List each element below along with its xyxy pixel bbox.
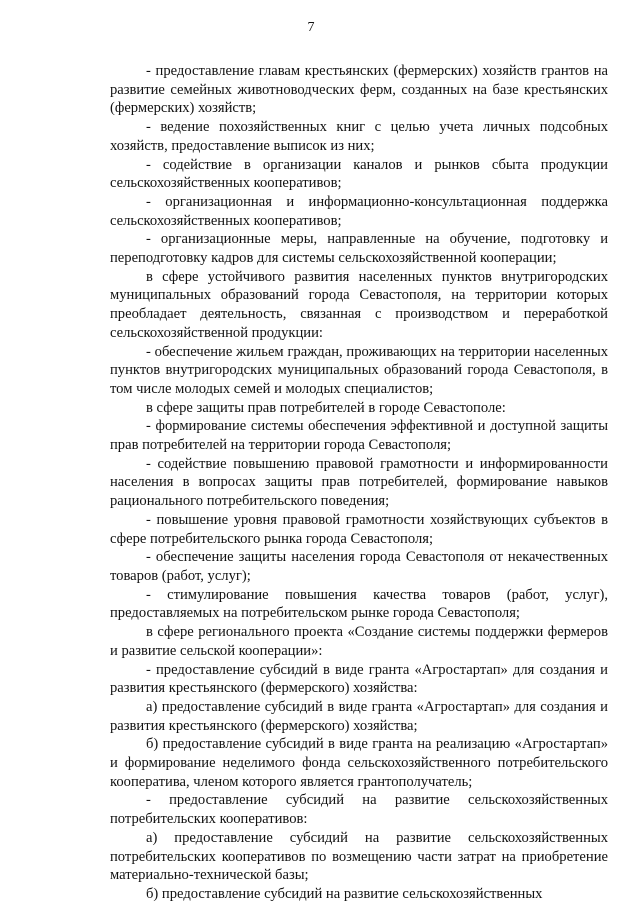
- page-number: 7: [307, 20, 315, 35]
- paragraph: - ведение похозяйственных книг с целью учета личных подсобных хозяйств, предоставление выписок из них;: [110, 119, 608, 154]
- subitem-paragraph: а) предоставление субсидий на развитие сельскохозяйственных потребительских кооперативов по возмещению части затрат на приобретение материально-технической базы;: [110, 829, 608, 884]
- paragraph: - обеспечение жильем граждан, проживающих на территории населенных пунктов внутригородских муниципальных образований города Севастополя, в том числе молодых семей и молодых специалистов;: [110, 343, 608, 397]
- subitem-paragraph: б) предоставление субсидий в виде гранта на реализацию «Агростартап» и формирование неделимого фонда сельскохозяйственного потребительского кооператива, членом которого является грантополучатель;: [110, 736, 608, 790]
- subitem-paragraph: б) предоставление субсидий на развитие сельскохозяйственных: [146, 885, 543, 902]
- paragraph: - повышение уровня правовой грамотности хозяйствующих субъектов в сфере потребительского рынка города Севастополя;: [110, 511, 608, 547]
- section-heading-paragraph: в сфере устойчивого развития населенных пунктов внутригородских муниципальных образований города Севастополя, на территории которых преобладает деятельность, связанная с производством и переработкой сельскохозяйственной продукции:: [110, 268, 608, 341]
- document-body: [110, 62, 608, 904]
- section-heading-paragraph: в сфере регионального проекта «Создание системы поддержки фермеров и развитие сельской кооперации»:: [110, 624, 608, 659]
- paragraph: - обеспечение защиты населения города Севастополя от некачественных товаров (работ, услуг);: [110, 549, 608, 584]
- paragraph: - организационная и информационно-консультационная поддержка сельскохозяйственных кооперативов;: [110, 193, 608, 229]
- paragraph: - предоставление субсидий в виде гранта «Агростартап» для создания и развития крестьянского (фермерского) хозяйства:: [110, 661, 608, 697]
- section-heading-paragraph: в сфере защиты прав потребителей в городе Севастополе:: [146, 399, 506, 416]
- paragraph: - предоставление главам крестьянских (фермерских) хозяйств грантов на развитие семейных животноводческих ферм, созданных на базе крестьянских (фермерских) хозяйств;: [110, 63, 608, 117]
- paragraph: - содействие в организации каналов и рынков сбыта продукции сельскохозяйственных кооперативов;: [110, 156, 608, 192]
- paragraph: - содействие повышению правовой грамотности и информированности населения в вопросах защиты прав потребителей, формирование навыков рационального потребительского поведения;: [110, 455, 608, 510]
- paragraph: - предоставление субсидий на развитие сельскохозяйственных потребительских кооперативов:: [110, 792, 608, 828]
- subitem-paragraph: а) предоставление субсидий в виде гранта «Агростартап» для создания и развития крестьянского (фермерского) хозяйства;: [110, 698, 608, 734]
- paragraph: - стимулирование повышения качества товаров (работ, услуг), предоставляемых на потребительском рынке города Севастополя;: [110, 586, 608, 622]
- paragraph: - организационные меры, направленные на обучение, подготовку и переподготовку кадров для системы сельскохозяйственной кооперации;: [110, 231, 608, 267]
- paragraph: - формирование системы обеспечения эффективной и доступной защиты прав потребителей на территории города Севастополя;: [110, 418, 608, 454]
